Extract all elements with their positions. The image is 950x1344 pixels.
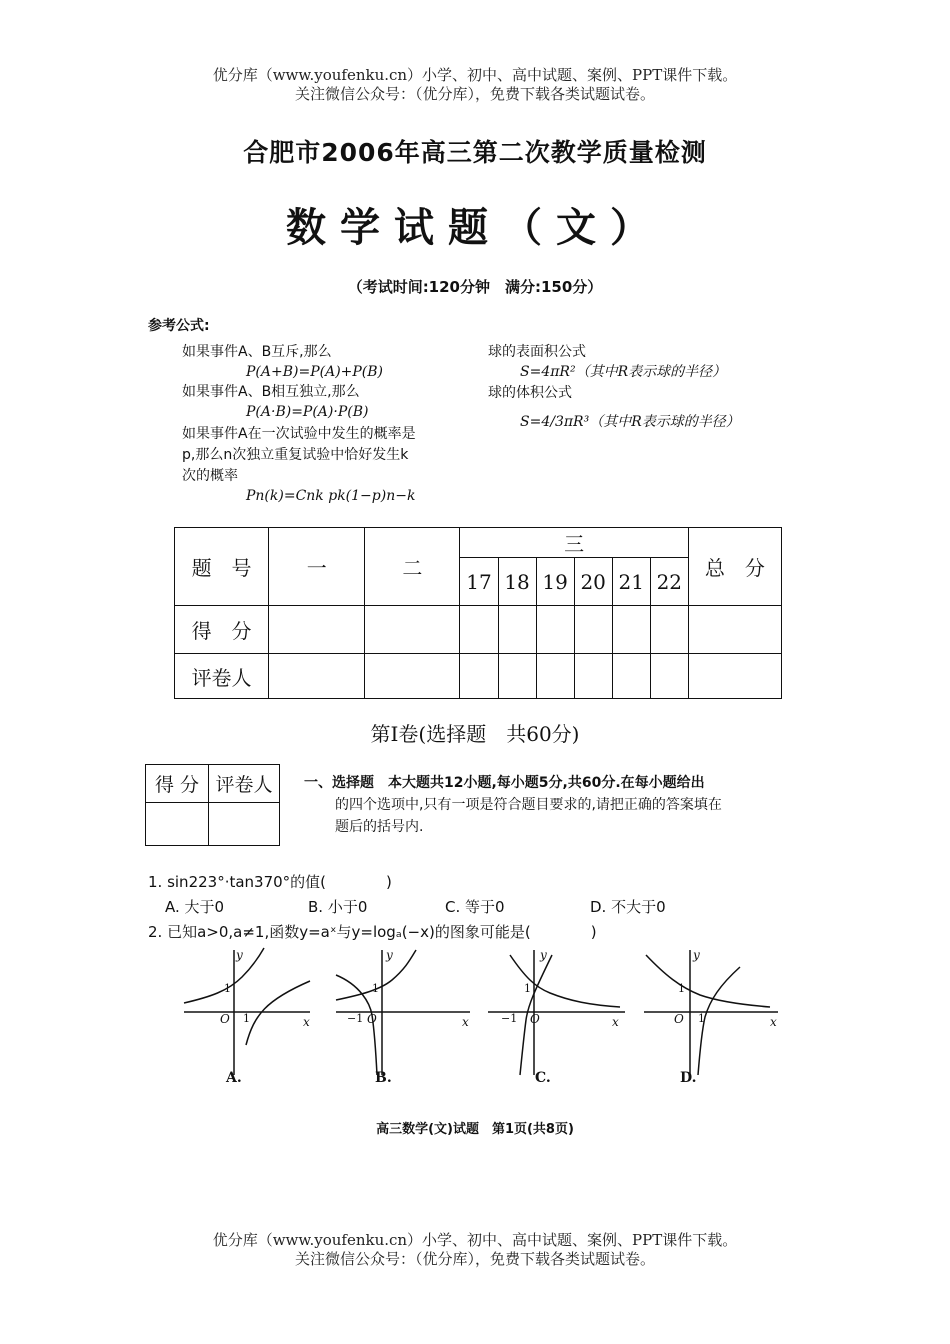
score-cell[interactable] <box>365 606 460 654</box>
question-2-stem: 2. 已知a>0,a≠1,函数y=aˣ与y=logₐ(−x)的图象可能是( ) <box>148 923 597 941</box>
question-1-option-d[interactable]: D. 不大于0 <box>590 898 666 916</box>
score-cell[interactable] <box>688 606 781 654</box>
sub-col-18: 18 <box>498 558 536 606</box>
graph-c-y-one: 1 <box>524 982 531 995</box>
graph-b-origin: O <box>367 1012 377 1026</box>
formula-left-1: P(A+B)=P(A)+P(B) <box>246 364 384 380</box>
mini-score-cell[interactable] <box>146 803 209 846</box>
graph-c-origin: O <box>530 1012 540 1026</box>
sub-col-19: 19 <box>536 558 574 606</box>
graph-b-x-minus-one: −1 <box>347 1012 364 1025</box>
score-cell[interactable] <box>574 606 612 654</box>
grader-cell[interactable] <box>269 654 365 699</box>
graph-d-origin: O <box>674 1012 684 1026</box>
graph-c-x-label: x <box>612 1015 619 1029</box>
mini-score-label: 得 分 <box>146 765 209 803</box>
exam-title: 合肥市2006年高三第二次教学质量检测 <box>243 138 707 167</box>
row-label-number: 题 号 <box>175 528 269 606</box>
graph-b-y-one: 1 <box>372 982 379 995</box>
page-footer: 高三数学(文)试题 第1页(共8页) <box>376 1122 574 1137</box>
grader-cell[interactable] <box>460 654 498 699</box>
score-cell[interactable] <box>536 606 574 654</box>
sub-col-17: 17 <box>460 558 498 606</box>
graph-a-origin: O <box>220 1012 230 1026</box>
graph-d-y-one: 1 <box>678 982 685 995</box>
formula-right-1: S=4πR²（其中R表示球的半径） <box>520 364 727 380</box>
formula-left-3: P(A·B)=P(A)·P(B) <box>246 404 369 420</box>
sub-col-20: 20 <box>574 558 612 606</box>
sub-col-21: 21 <box>612 558 650 606</box>
watermark-line-2: 关注微信公众号：（优分库），免费下载各类试题试卷。 <box>294 85 655 103</box>
score-cell[interactable] <box>612 606 650 654</box>
graph-c-y-label: y <box>540 948 547 962</box>
graph-d <box>644 950 778 1075</box>
formula-left-5: p,那么n次独立重复试验中恰好发生k <box>182 447 409 463</box>
col-three: 三 <box>460 528 688 558</box>
col-two: 二 <box>365 528 460 606</box>
sub-col-22: 22 <box>650 558 688 606</box>
score-table <box>174 527 782 699</box>
graph-a-y-one: 1 <box>224 982 231 995</box>
row-label-score: 得 分 <box>175 606 269 654</box>
formula-left-2: 如果事件A、B相互独立,那么 <box>182 384 360 400</box>
formula-left-6: 次的概率 <box>182 468 238 484</box>
grader-cell[interactable] <box>536 654 574 699</box>
score-cell[interactable] <box>269 606 365 654</box>
formula-right-3: S=4/3πR³（其中R表示球的半径） <box>520 414 740 430</box>
grader-cell[interactable] <box>688 654 781 699</box>
grader-cell[interactable] <box>365 654 460 699</box>
score-cell[interactable] <box>650 606 688 654</box>
instruction-line-2: 题后的括号内. <box>335 819 424 835</box>
graph-a-y-label: y <box>236 948 243 962</box>
mini-grader-cell[interactable] <box>209 803 280 846</box>
formula-left-7: Pn(k)=Cnk pk(1−p)n−k <box>246 488 416 504</box>
instruction-line-1: 的四个选项中,只有一项是符合题目要求的,请把正确的答案填在 <box>335 797 722 813</box>
formulas-heading: 参考公式: <box>148 318 210 334</box>
col-total: 总 分 <box>688 528 781 606</box>
grader-cell[interactable] <box>498 654 536 699</box>
graph-label-c[interactable]: C. <box>535 1070 551 1086</box>
grader-cell[interactable] <box>650 654 688 699</box>
exam-info: （考试时间:120分钟 满分:150分） <box>347 278 603 296</box>
subject-title: 数学试题（文） <box>286 204 664 251</box>
instruction-line-0: 一、选择题 本大题共12小题,每小题5分,共60分.在每小题给出 <box>304 775 705 791</box>
question-2-graphs <box>170 945 790 1095</box>
graph-d-y-label: y <box>693 948 700 962</box>
graph-a-x-label: x <box>303 1015 310 1029</box>
col-one: 一 <box>269 528 365 606</box>
formula-left-0: 如果事件A、B互斥,那么 <box>182 344 332 360</box>
question-1-option-c[interactable]: C. 等于0 <box>445 898 505 916</box>
graph-b-x-label: x <box>462 1015 469 1029</box>
watermark-bottom-line-1: 优分库（www.youfenku.cn）小学、初中、高中试题、案例、PPT课件下载。 <box>212 1231 738 1249</box>
watermark-line-1: 优分库（www.youfenku.cn）小学、初中、高中试题、案例、PPT课件下载。 <box>212 66 738 84</box>
grader-cell[interactable] <box>612 654 650 699</box>
formula-right-0: 球的表面积公式 <box>488 344 586 360</box>
watermark-bottom-line-2: 关注微信公众号：（优分库），免费下载各类试题试卷。 <box>294 1250 655 1268</box>
part1-score-box <box>145 764 280 846</box>
grader-cell[interactable] <box>574 654 612 699</box>
mini-grader-label: 评卷人 <box>209 765 280 803</box>
question-1-option-a[interactable]: A. 大于0 <box>165 898 225 916</box>
graph-b-y-label: y <box>386 948 393 962</box>
graph-a-x-one: 1 <box>243 1012 250 1025</box>
formula-right-2: 球的体积公式 <box>488 385 572 401</box>
question-1-stem: 1. sin223°·tan370°的值( ) <box>148 873 392 891</box>
graph-label-d[interactable]: D. <box>680 1070 697 1086</box>
question-1-option-b[interactable]: B. 小于0 <box>308 898 368 916</box>
graph-c-x-minus-one: −1 <box>501 1012 518 1025</box>
graph-d-x-one: 1 <box>698 1012 705 1025</box>
score-cell[interactable] <box>460 606 498 654</box>
part1-title: 第Ⅰ卷(选择题 共60分) <box>370 722 580 746</box>
graph-label-a[interactable]: A. <box>226 1070 242 1086</box>
graph-label-b[interactable]: B. <box>375 1070 392 1086</box>
formula-left-4: 如果事件A在一次试验中发生的概率是 <box>182 426 416 442</box>
graph-d-x-label: x <box>770 1015 777 1029</box>
score-cell[interactable] <box>498 606 536 654</box>
row-label-grader: 评卷人 <box>175 654 269 699</box>
